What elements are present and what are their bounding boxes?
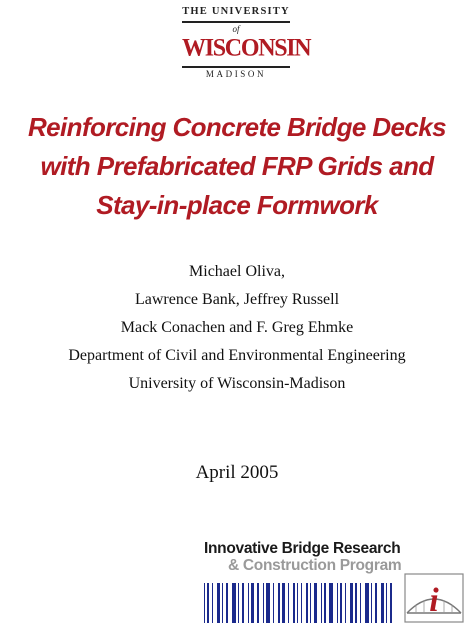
bridge-info-icon bbox=[404, 573, 464, 623]
decorative-bar bbox=[273, 583, 274, 623]
presentation-date: April 2005 bbox=[195, 462, 279, 483]
decorative-bar bbox=[232, 583, 236, 623]
decorative-bar bbox=[365, 583, 369, 623]
university-line: University of Wisconsin-Madison bbox=[128, 375, 346, 392]
decorative-bar bbox=[314, 583, 317, 623]
logo-madison: MADISON bbox=[205, 69, 267, 79]
decorative-bar bbox=[288, 583, 289, 623]
decorative-bar bbox=[248, 583, 249, 623]
decorative-bar bbox=[212, 583, 213, 623]
title-line-1: Reinforcing Concrete Bridge Decks bbox=[28, 112, 446, 142]
decorative-bar bbox=[329, 583, 333, 623]
decorative-bar bbox=[278, 583, 280, 623]
decorative-bar bbox=[297, 583, 298, 623]
program-name bbox=[204, 540, 402, 575]
decorative-bar bbox=[306, 583, 308, 623]
decorative-bar bbox=[222, 583, 223, 623]
decorative-bar bbox=[381, 583, 384, 623]
logo-rule-bottom bbox=[182, 66, 290, 68]
logo-rule-top bbox=[182, 21, 290, 23]
program-decorative-bars bbox=[204, 583, 396, 623]
decorative-bar bbox=[301, 583, 302, 623]
logo-wisconsin: WISCONSIN bbox=[182, 34, 311, 62]
decorative-bar bbox=[293, 583, 295, 623]
decorative-bar bbox=[321, 583, 322, 623]
decorative-bar bbox=[251, 583, 254, 623]
department-line: Department of Civil and Environmental Engineering bbox=[68, 347, 406, 364]
svg-text:i: i bbox=[429, 582, 439, 619]
presentation-title bbox=[20, 108, 454, 225]
bars-group bbox=[204, 583, 392, 623]
decorative-bar bbox=[257, 583, 259, 623]
decorative-bar bbox=[217, 583, 220, 623]
author-line-1: Michael Oliva, bbox=[189, 263, 285, 280]
decorative-bar bbox=[242, 583, 244, 623]
decorative-bar bbox=[324, 583, 326, 623]
decorative-bar bbox=[266, 583, 270, 623]
logo-of: of bbox=[232, 24, 240, 34]
author-block bbox=[0, 258, 474, 398]
decorative-bar bbox=[350, 583, 353, 623]
decorative-bar bbox=[386, 583, 387, 623]
author-line-2: Lawrence Bank, Jeffrey Russell bbox=[134, 291, 340, 308]
decorative-bar bbox=[337, 583, 338, 623]
author-line-3: Mack Conachen and F. Greg Ehmke bbox=[120, 319, 354, 336]
program-name-line-1: Innovative Bridge Research bbox=[204, 540, 401, 557]
decorative-bar bbox=[310, 583, 311, 623]
decorative-bar bbox=[263, 583, 264, 623]
decorative-bar bbox=[375, 583, 377, 623]
decorative-bar bbox=[226, 583, 228, 623]
decorative-bar bbox=[371, 583, 372, 623]
decorative-bar bbox=[390, 583, 392, 623]
decorative-bar bbox=[238, 583, 239, 623]
decorative-bar bbox=[204, 583, 205, 623]
decorative-bar bbox=[345, 583, 346, 623]
decorative-bar bbox=[360, 583, 361, 623]
decorative-bar bbox=[282, 583, 285, 623]
decorative-bar bbox=[355, 583, 357, 623]
title-line-2: with Prefabricated FRP Grids and bbox=[40, 151, 434, 181]
university-logo bbox=[182, 6, 311, 80]
title-line-3: Stay-in-place Formwork bbox=[96, 190, 378, 220]
decorative-bar bbox=[340, 583, 342, 623]
logo-the-university: THE UNIVERSITY bbox=[182, 6, 290, 17]
program-name-line-2: & Construction Program bbox=[228, 557, 402, 574]
decorative-bar bbox=[207, 583, 209, 623]
